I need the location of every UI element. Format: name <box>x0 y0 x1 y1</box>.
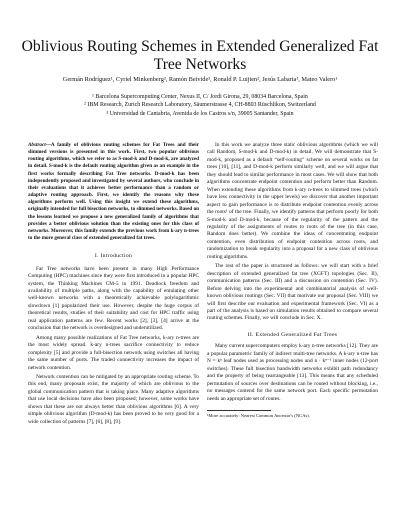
xgft-paragraph-1: Many current supercomputers employ k-ary n-tree networks [12]. They are a popular parametric family of indirect multi-tree networks. A k-ary n-tree has N = kⁿ leaf nodes used as processing nodes and n · kⁿ⁻¹ inner nodes (12-port switches). These full bisection bandwidth networks exhibit path redundancy and the property of being rearrangeable [13]. This means that any scheduled permutation of sources over destinations can be routed without blocking, i.e., no messages contend for the same network port. Each specific permutation needs an appropriate set of routes. <box>207 343 378 402</box>
footnote-divider <box>207 410 271 411</box>
section-heading-introduction: I. Introduction <box>94 253 133 260</box>
abstract-body: —A family of oblivious routing schemes for Fat Trees and their slimmed versions is presented in this work. First, two popular oblivious routing algorithms, which we refer to as S-mod-k and D-mod-k, are analyzed in detail. S-mod-k is the default routing algorithm given as an example in the first works formally describing Fat Tree networks. D-mod-k has been independently proposed and investigated by several authors, who conclude in their evaluations that it achieves better performance than a random or adaptive routing approach. First, we identify the reasons why these algorithms perform well. Using this insight we extend these algorithms, originally intended for full bisection networks, to slimmed networks. Based on the lessons learned we propose a new generalized family of algorithms that provides a better oblivious solution than the existing ones for this class of networks. Moreover, this family extends the previous work from k-ary n-trees to the more general class of extended generalized fat trees. <box>28 142 199 242</box>
footnote: ¹More accurately: Nearest Common Ancestor's (NCAs). <box>207 412 310 418</box>
affiliation-2: ² IBM Research, Zurich Research Laboratory, Säumerstrasse 4, CH-8803 Rüschlikon, Switzerland <box>84 102 316 109</box>
intro-paragraph-2: Among many possible realizations of Fat Tree networks, k-ary n-trees are the most widely spread. k-ary n-trees sacrifice connectivity to reduce complexity [5] and provide a full-bisection network using switches all having the same number of ports. The traded connectivity increases the impact of network contention. <box>28 334 199 371</box>
intro-paragraph-1: Fat Tree networks have been present in many High Performance Computing (HPC) machines since they were first introduced in a popular HPC system, the Thinking Machines CM-5 in 1991. Deadlock freedom and availability of multiple paths, along with the capability of emulating other well-known networks with a theoretically achievable polylogarithmic slowdown [1] popularized their use. However, despite the huge corpus of theoretical results, studies of their suitability and cost for HPC traffic using real application patterns are few. Recent works [2], [3], [4] arrive at the conclusion that the network is overdesigned and underutilized. <box>28 265 199 332</box>
paper-title: Oblivious Routing Schemes in Extended Generalized Fat Tree Networks <box>21 38 379 73</box>
intro-paragraph-5: The rest of the paper is structured as follows: we will start with a brief description of extended generalized fat tree (XGFT) topologies (Sec. II), communication patterns (Sec. III) and a discussion on contention (Sec. IV). Before delving into the experimental and combinatorial analysis of well-known oblivious routings (Sec. VII) that motivate our proposal (Sec. VIII) we will first describe our evaluation and experimental framework (Sec. VI) as a part of the analysis is based on simulation results obtained to compare several routing schemes. Finally, we will conclude in Sec. X. <box>207 263 378 322</box>
right-column <box>207 142 378 419</box>
affiliation-list <box>20 93 380 118</box>
affiliation-3: ³ Universidad de Cantabria, Avenida de los Castros s/n, 39005 Santander, Spain <box>106 110 294 117</box>
intro-paragraph-3: Network contention can be mitigated by an appropriate routing scheme. To this end, many proposals exist, the majority of which are oblivious to the global communication pattern that is taking place. Many adaptive algorithms that use local decisions have also been proposed; however, some works have shown that these are not always better than oblivious algorithms [6]. A very simple oblivious algorithm (D-mod-k) has been proved to be very good for a wide collection of patterns [7], [6], [8], [9]. <box>28 373 199 425</box>
intro-paragraph-4: In this work we analyze three static oblivious algorithms (which we will call Random, S-mod-k and D-mod-k) in detail. We will demonstrate that S-mod-k, proposed as a default “self-routing” scheme on several works on fat trees [10], [11], and D-mod-k perform similarly well, and we will argue that they should lead to similar performance in most cases. We will show that both algorithms concentrate endpoint contention and perform better than Random. When extending these algorithms from k-ary n-trees to slimmed trees (which have less connectivity in the upper levels) we discover that another important aspect to gain performance is to distribute endpoint contention evenly across the roots¹ of the tree. Finally, we identify patterns that perform poorly for both S-mod-k and D-mod-k, because of the regularity of the pattern and the regularity of the assignments of routes to roots of the tree (in this case, Random does better). We combine the ideas of concentrating endpoint contention, even distribution of endpoint contention across roots, and randomization to break regularity into a proposal for a new class of oblivious routing algorithms. <box>207 142 378 260</box>
section-heading-xgft: II. Extended Generalized Fat Trees <box>247 331 338 338</box>
abstract <box>28 142 199 242</box>
left-column <box>28 142 199 426</box>
author-list: Germán Rodríguez¹, Cyriel Minkenberg², Ramón Beivide³, Ronald P. Luijten², Jesús Labarta¹, Mateo Valero¹ <box>62 76 338 83</box>
abstract-label: Abstract <box>28 142 46 148</box>
affiliation-1: ¹ Barcelona Supercomputing Center, Nexus II, C/ Jordi Girona, 29, 08034 Barcelona, Spain <box>92 94 308 100</box>
